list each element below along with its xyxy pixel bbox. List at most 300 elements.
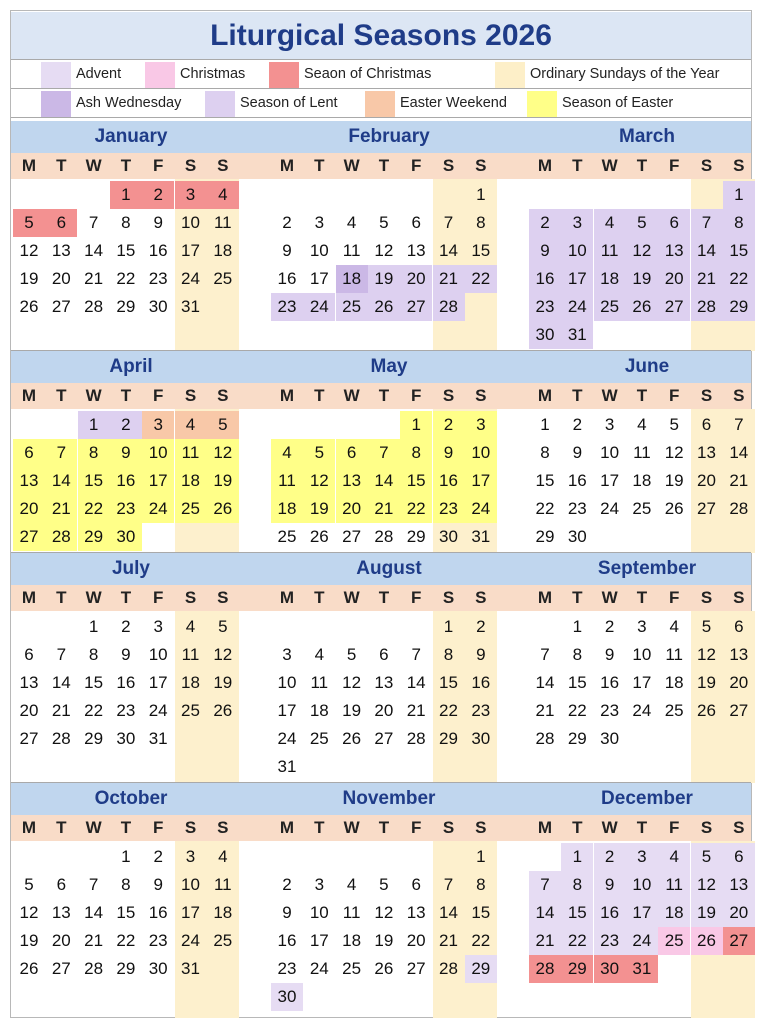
weekday-label: W xyxy=(601,386,618,405)
weekday-label: S xyxy=(442,588,455,607)
day-cell: 26 xyxy=(207,495,239,523)
day-cell: 11 xyxy=(342,903,361,922)
weekday-label: M xyxy=(279,588,295,607)
day-cell: 13 xyxy=(13,467,45,495)
day-cell: 21 xyxy=(529,927,561,955)
day-cell: 21 xyxy=(368,495,400,523)
legend-label-season-of-easter: Season of Easter xyxy=(562,95,674,111)
weekday-label: T xyxy=(378,588,390,607)
day-cell: 24 xyxy=(142,495,174,523)
day-cell: 4 xyxy=(207,181,239,209)
day-cell: 18 xyxy=(658,899,690,927)
day-cell: 11 xyxy=(271,467,303,495)
day-cell: 7 xyxy=(540,645,550,664)
day-cell: 28 xyxy=(84,297,104,316)
day-cell: 28 xyxy=(691,293,723,321)
day-cell: 21 xyxy=(51,701,71,720)
day-cell: 5 xyxy=(303,439,335,467)
weekday-label: M xyxy=(537,588,553,607)
weekday-label: T xyxy=(56,818,67,837)
day-cell: 24 xyxy=(561,293,593,321)
day-cell: 31 xyxy=(148,729,168,748)
day-cell: 24 xyxy=(600,499,620,518)
day-cell: 22 xyxy=(116,931,136,950)
month-name: January xyxy=(94,126,168,147)
day-cell: 6 xyxy=(411,213,421,232)
day-cell: 7 xyxy=(411,645,421,664)
weekday-label: W xyxy=(85,818,102,837)
day-cell: 18 xyxy=(664,673,684,692)
day-cell: 27 xyxy=(400,293,432,321)
day-cell: 1 xyxy=(476,847,486,866)
day-cell: 7 xyxy=(734,415,744,434)
day-cell: 31 xyxy=(626,955,658,983)
day-cell: 25 xyxy=(342,959,362,978)
day-cell: 28 xyxy=(45,523,77,551)
day-cell: 23 xyxy=(529,293,561,321)
weekday-label: F xyxy=(668,588,680,607)
legend-label-easter-weekend: Easter Weekend xyxy=(400,95,507,111)
day-cell: 16 xyxy=(433,467,465,495)
day-cell: 20 xyxy=(51,931,71,950)
legend-row-2 xyxy=(11,89,751,118)
day-cell: 10 xyxy=(561,237,593,265)
weekday-label: S xyxy=(184,818,197,837)
day-cell: 19 xyxy=(19,931,39,950)
day-cell: 18 xyxy=(213,241,233,260)
day-cell: 29 xyxy=(439,729,458,748)
weekday-label: M xyxy=(21,156,37,175)
weekday-label: M xyxy=(279,156,295,175)
day-cell: 10 xyxy=(626,871,658,899)
day-cell: 26 xyxy=(697,701,716,720)
day-cell: 28 xyxy=(535,729,555,748)
weekday-label: W xyxy=(343,588,360,607)
day-cell: 24 xyxy=(181,931,200,950)
day-cell: 24 xyxy=(277,729,297,748)
weekday-label: S xyxy=(733,818,745,837)
day-cell: 20 xyxy=(400,265,432,293)
day-cell: 20 xyxy=(13,495,45,523)
legend-label-ash-wednesday: Ash Wednesday xyxy=(76,95,182,111)
weekday-label: F xyxy=(152,818,164,837)
day-cell: 8 xyxy=(78,439,110,467)
day-cell: 3 xyxy=(282,645,292,664)
day-cell: 17 xyxy=(277,701,297,720)
day-cell: 20 xyxy=(336,495,368,523)
day-cell: 4 xyxy=(669,617,679,636)
day-cell: 15 xyxy=(400,467,432,495)
day-cell: 4 xyxy=(658,843,690,871)
weekday-label: M xyxy=(279,818,295,837)
day-cell: 30 xyxy=(148,297,168,316)
day-cell: 21 xyxy=(691,265,723,293)
day-cell: 1 xyxy=(121,847,131,866)
day-cell: 16 xyxy=(148,903,168,922)
day-cell: 17 xyxy=(626,899,658,927)
weekday-label: T xyxy=(636,156,648,175)
day-cell: 30 xyxy=(271,983,303,1011)
legend-item-advent xyxy=(41,60,121,88)
legend-label-season-of-lent: Season of Lent xyxy=(240,95,338,111)
day-cell: 31 xyxy=(471,527,491,546)
day-cell: 3 xyxy=(142,411,174,439)
day-cell: 21 xyxy=(45,495,77,523)
day-cell: 26 xyxy=(342,729,362,748)
day-cell: 26 xyxy=(368,293,400,321)
day-cell: 7 xyxy=(443,213,454,232)
weekday-label: M xyxy=(537,386,553,405)
day-cell: 29 xyxy=(116,297,136,316)
day-cell: 2 xyxy=(572,415,583,434)
day-cell: 22 xyxy=(471,931,491,950)
day-cell: 9 xyxy=(110,439,142,467)
day-cell: 30 xyxy=(116,729,136,748)
day-cell: 9 xyxy=(572,443,583,462)
day-cell: 18 xyxy=(336,265,368,293)
weekday-label: T xyxy=(120,156,132,175)
day-cell: 14 xyxy=(84,903,104,922)
day-cell: 1 xyxy=(400,411,432,439)
weekday-label: W xyxy=(85,156,102,175)
day-cell: 15 xyxy=(471,903,491,922)
day-cell: 19 xyxy=(691,899,723,927)
legend-swatch-ash-wednesday xyxy=(41,91,71,117)
weekday-label: F xyxy=(410,818,422,837)
day-cell: 28 xyxy=(529,955,561,983)
day-cell: 17 xyxy=(181,241,200,260)
day-cell: 12 xyxy=(374,241,394,260)
month-name: December xyxy=(601,788,693,809)
day-cell: 1 xyxy=(572,617,583,636)
day-cell: 10 xyxy=(309,241,329,260)
legend-swatch-advent xyxy=(41,62,71,88)
weekday-label: M xyxy=(21,818,37,837)
weekday-label: W xyxy=(85,588,102,607)
day-cell: 16 xyxy=(529,265,561,293)
day-cell: 4 xyxy=(271,439,303,467)
day-cell: 11 xyxy=(310,673,329,692)
weekday-label: S xyxy=(733,386,745,405)
day-cell: 1 xyxy=(88,617,99,636)
day-cell: 19 xyxy=(303,495,335,523)
day-cell: 13 xyxy=(729,645,749,664)
day-cell: 3 xyxy=(626,843,658,871)
day-cell: 14 xyxy=(51,673,71,692)
day-cell: 23 xyxy=(271,293,303,321)
weekday-label: F xyxy=(668,818,680,837)
weekday-label: F xyxy=(152,386,164,405)
day-cell: 7 xyxy=(88,213,99,232)
day-cell: 29 xyxy=(84,729,104,748)
day-cell: 18 xyxy=(271,495,303,523)
day-cell: 27 xyxy=(13,523,45,551)
day-cell: 14 xyxy=(535,673,555,692)
day-cell: 5 xyxy=(379,875,389,894)
day-cell: 17 xyxy=(142,467,174,495)
weekday-label: T xyxy=(314,386,325,405)
day-cell: 15 xyxy=(567,673,587,692)
day-cell: 8 xyxy=(540,443,550,462)
day-cell: 9 xyxy=(433,439,465,467)
day-cell: 16 xyxy=(594,899,626,927)
weekday-label: F xyxy=(410,386,422,405)
day-cell: 13 xyxy=(697,443,716,462)
day-cell: 1 xyxy=(476,185,486,204)
day-cell: 10 xyxy=(277,673,297,692)
day-cell: 5 xyxy=(24,875,34,894)
weekday-label: T xyxy=(314,818,325,837)
day-cell: 2 xyxy=(110,411,142,439)
day-cell: 23 xyxy=(116,701,136,720)
day-cell: 28 xyxy=(406,729,426,748)
day-cell: 16 xyxy=(600,673,620,692)
weekday-label: S xyxy=(184,386,197,405)
day-cell: 8 xyxy=(476,875,486,894)
day-cell: 9 xyxy=(282,903,292,922)
day-cell: 29 xyxy=(561,955,593,983)
day-cell: 27 xyxy=(723,927,755,955)
day-cell: 30 xyxy=(471,729,491,748)
day-cell: 15 xyxy=(535,471,555,490)
day-cell: 12 xyxy=(213,645,233,664)
weekday-label: W xyxy=(343,818,360,837)
weekday-label: M xyxy=(279,386,295,405)
day-cell: 6 xyxy=(658,209,690,237)
day-cell: 1 xyxy=(443,617,454,636)
day-cell: 27 xyxy=(342,527,362,546)
weekday-label: T xyxy=(314,156,325,175)
day-cell: 4 xyxy=(218,847,228,866)
day-cell: 8 xyxy=(723,209,755,237)
day-cell: 20 xyxy=(697,471,716,490)
day-cell: 27 xyxy=(658,293,690,321)
day-cell: 1 xyxy=(110,181,142,209)
weekday-label: S xyxy=(217,818,229,837)
day-cell: 7 xyxy=(368,439,400,467)
day-cell: 14 xyxy=(368,467,400,495)
day-cell: 3 xyxy=(314,213,325,232)
day-cell: 19 xyxy=(374,931,394,950)
month-name: June xyxy=(624,356,670,377)
day-cell: 22 xyxy=(116,269,136,288)
day-cell: 23 xyxy=(148,269,168,288)
legend-row-1 xyxy=(11,60,751,89)
day-cell: 21 xyxy=(406,701,426,720)
day-cell: 11 xyxy=(342,241,361,260)
day-cell: 26 xyxy=(626,293,658,321)
day-cell: 17 xyxy=(309,931,329,950)
weekday-label: F xyxy=(668,156,680,175)
day-cell: 17 xyxy=(632,673,652,692)
day-cell: 5 xyxy=(207,411,239,439)
day-cell: 8 xyxy=(88,645,99,664)
day-cell: 18 xyxy=(594,265,626,293)
day-cell: 13 xyxy=(406,241,426,260)
day-cell: 28 xyxy=(84,959,104,978)
day-cell: 23 xyxy=(594,927,626,955)
weekday-label: W xyxy=(601,156,618,175)
day-cell: 15 xyxy=(78,467,110,495)
weekday-label: T xyxy=(378,818,390,837)
day-cell: 6 xyxy=(13,439,45,467)
day-cell: 31 xyxy=(561,321,593,349)
day-cell: 21 xyxy=(84,269,104,288)
day-cell: 4 xyxy=(175,411,207,439)
day-cell: 31 xyxy=(277,757,297,776)
day-cell: 22 xyxy=(400,495,432,523)
weekday-label: S xyxy=(442,818,455,837)
day-cell: 1 xyxy=(561,843,593,871)
day-cell: 11 xyxy=(213,875,232,894)
day-cell: 13 xyxy=(723,871,755,899)
day-cell: 3 xyxy=(185,847,196,866)
day-cell: 30 xyxy=(110,523,142,551)
day-cell: 6 xyxy=(379,645,389,664)
day-cell: 4 xyxy=(314,645,325,664)
day-cell: 24 xyxy=(632,701,652,720)
day-cell: 8 xyxy=(121,213,131,232)
legend-item-ash-wednesday xyxy=(41,89,181,117)
weekday-label: S xyxy=(217,588,229,607)
day-cell: 21 xyxy=(439,931,458,950)
day-cell: 27 xyxy=(51,297,71,316)
weekday-label: F xyxy=(668,386,680,405)
day-cell: 25 xyxy=(658,927,690,955)
weekday-label: T xyxy=(636,818,648,837)
weekday-label: W xyxy=(343,386,360,405)
day-cell: 23 xyxy=(148,931,168,950)
day-cell: 12 xyxy=(207,439,239,467)
weekday-label: T xyxy=(120,588,132,607)
day-cell: 3 xyxy=(604,415,615,434)
day-cell: 16 xyxy=(148,241,168,260)
day-cell: 30 xyxy=(439,527,458,546)
day-cell: 18 xyxy=(309,701,329,720)
day-cell: 25 xyxy=(213,931,233,950)
weekday-label: S xyxy=(442,386,455,405)
day-cell: 19 xyxy=(213,673,233,692)
day-cell: 9 xyxy=(476,645,486,664)
legend-label-ordinary-sundays: Ordinary Sundays of the Year xyxy=(530,66,720,82)
day-cell: 2 xyxy=(153,847,163,866)
weekday-label: T xyxy=(120,386,132,405)
month-name: November xyxy=(342,788,436,809)
day-cell: 23 xyxy=(433,495,465,523)
day-cell: 12 xyxy=(664,443,684,462)
day-cell: 7 xyxy=(691,209,723,237)
day-cell: 27 xyxy=(374,729,394,748)
day-cell: 25 xyxy=(175,495,207,523)
day-cell: 27 xyxy=(697,499,716,518)
day-cell: 6 xyxy=(45,209,77,237)
day-cell: 28 xyxy=(374,527,394,546)
day-cell: 7 xyxy=(529,871,561,899)
day-cell: 11 xyxy=(665,645,684,664)
day-cell: 13 xyxy=(19,673,39,692)
day-cell: 14 xyxy=(439,241,458,260)
day-cell: 14 xyxy=(529,899,561,927)
day-cell: 29 xyxy=(116,959,136,978)
day-cell: 29 xyxy=(406,527,426,546)
day-cell: 2 xyxy=(282,875,292,894)
day-cell: 12 xyxy=(691,871,723,899)
day-cell: 17 xyxy=(465,467,497,495)
day-cell: 16 xyxy=(116,673,136,692)
day-cell: 11 xyxy=(594,237,626,265)
day-cell: 3 xyxy=(153,617,163,636)
day-cell: 6 xyxy=(734,617,744,636)
day-cell: 1 xyxy=(723,181,755,209)
day-cell: 9 xyxy=(121,645,131,664)
day-cell: 17 xyxy=(309,269,329,288)
day-cell: 26 xyxy=(374,959,394,978)
day-cell: 9 xyxy=(594,871,626,899)
day-cell: 29 xyxy=(78,523,110,551)
day-cell: 25 xyxy=(181,701,200,720)
day-cell: 10 xyxy=(632,645,652,664)
day-cell: 16 xyxy=(471,673,491,692)
page-title: Liturgical Seasons 2026 xyxy=(11,12,751,60)
day-cell: 20 xyxy=(19,701,39,720)
legend-swatch-easter-weekend xyxy=(365,91,395,117)
weekday-label: S xyxy=(700,818,713,837)
day-cell: 9 xyxy=(529,237,561,265)
month-name: October xyxy=(94,788,168,809)
day-cell: 1 xyxy=(540,415,550,434)
day-cell: 3 xyxy=(637,617,647,636)
day-cell: 3 xyxy=(175,181,207,209)
day-cell: 17 xyxy=(148,673,168,692)
day-cell: 20 xyxy=(729,673,749,692)
weekday-label: T xyxy=(572,588,583,607)
day-cell: 15 xyxy=(723,237,755,265)
weekday-label: T xyxy=(636,386,648,405)
day-cell: 23 xyxy=(600,701,620,720)
weekday-label: F xyxy=(152,156,164,175)
day-cell: 16 xyxy=(277,269,297,288)
day-cell: 22 xyxy=(567,701,587,720)
day-cell: 21 xyxy=(84,931,104,950)
day-cell: 5 xyxy=(346,645,357,664)
day-cell: 26 xyxy=(664,499,684,518)
weekday-label: T xyxy=(56,588,67,607)
weekday-label: S xyxy=(217,386,229,405)
day-cell: 25 xyxy=(336,293,368,321)
weekday-label: M xyxy=(537,818,553,837)
day-cell: 12 xyxy=(342,673,362,692)
month-name: February xyxy=(348,126,430,147)
day-cell: 19 xyxy=(368,265,400,293)
month-name: April xyxy=(109,356,153,377)
day-cell: 5 xyxy=(691,843,723,871)
legend-item-christmas xyxy=(145,60,245,88)
day-cell: 12 xyxy=(626,237,658,265)
day-cell: 2 xyxy=(121,617,131,636)
weekday-label: S xyxy=(217,156,229,175)
day-cell: 9 xyxy=(282,241,292,260)
day-cell: 26 xyxy=(19,297,39,316)
day-cell: 21 xyxy=(729,471,749,490)
day-cell: 10 xyxy=(148,645,168,664)
day-cell: 25 xyxy=(632,499,652,518)
day-cell: 29 xyxy=(535,527,555,546)
day-cell: 2 xyxy=(433,411,465,439)
day-cell: 24 xyxy=(181,269,200,288)
day-cell: 30 xyxy=(148,959,168,978)
day-cell: 7 xyxy=(443,875,454,894)
day-cell: 30 xyxy=(600,729,620,748)
